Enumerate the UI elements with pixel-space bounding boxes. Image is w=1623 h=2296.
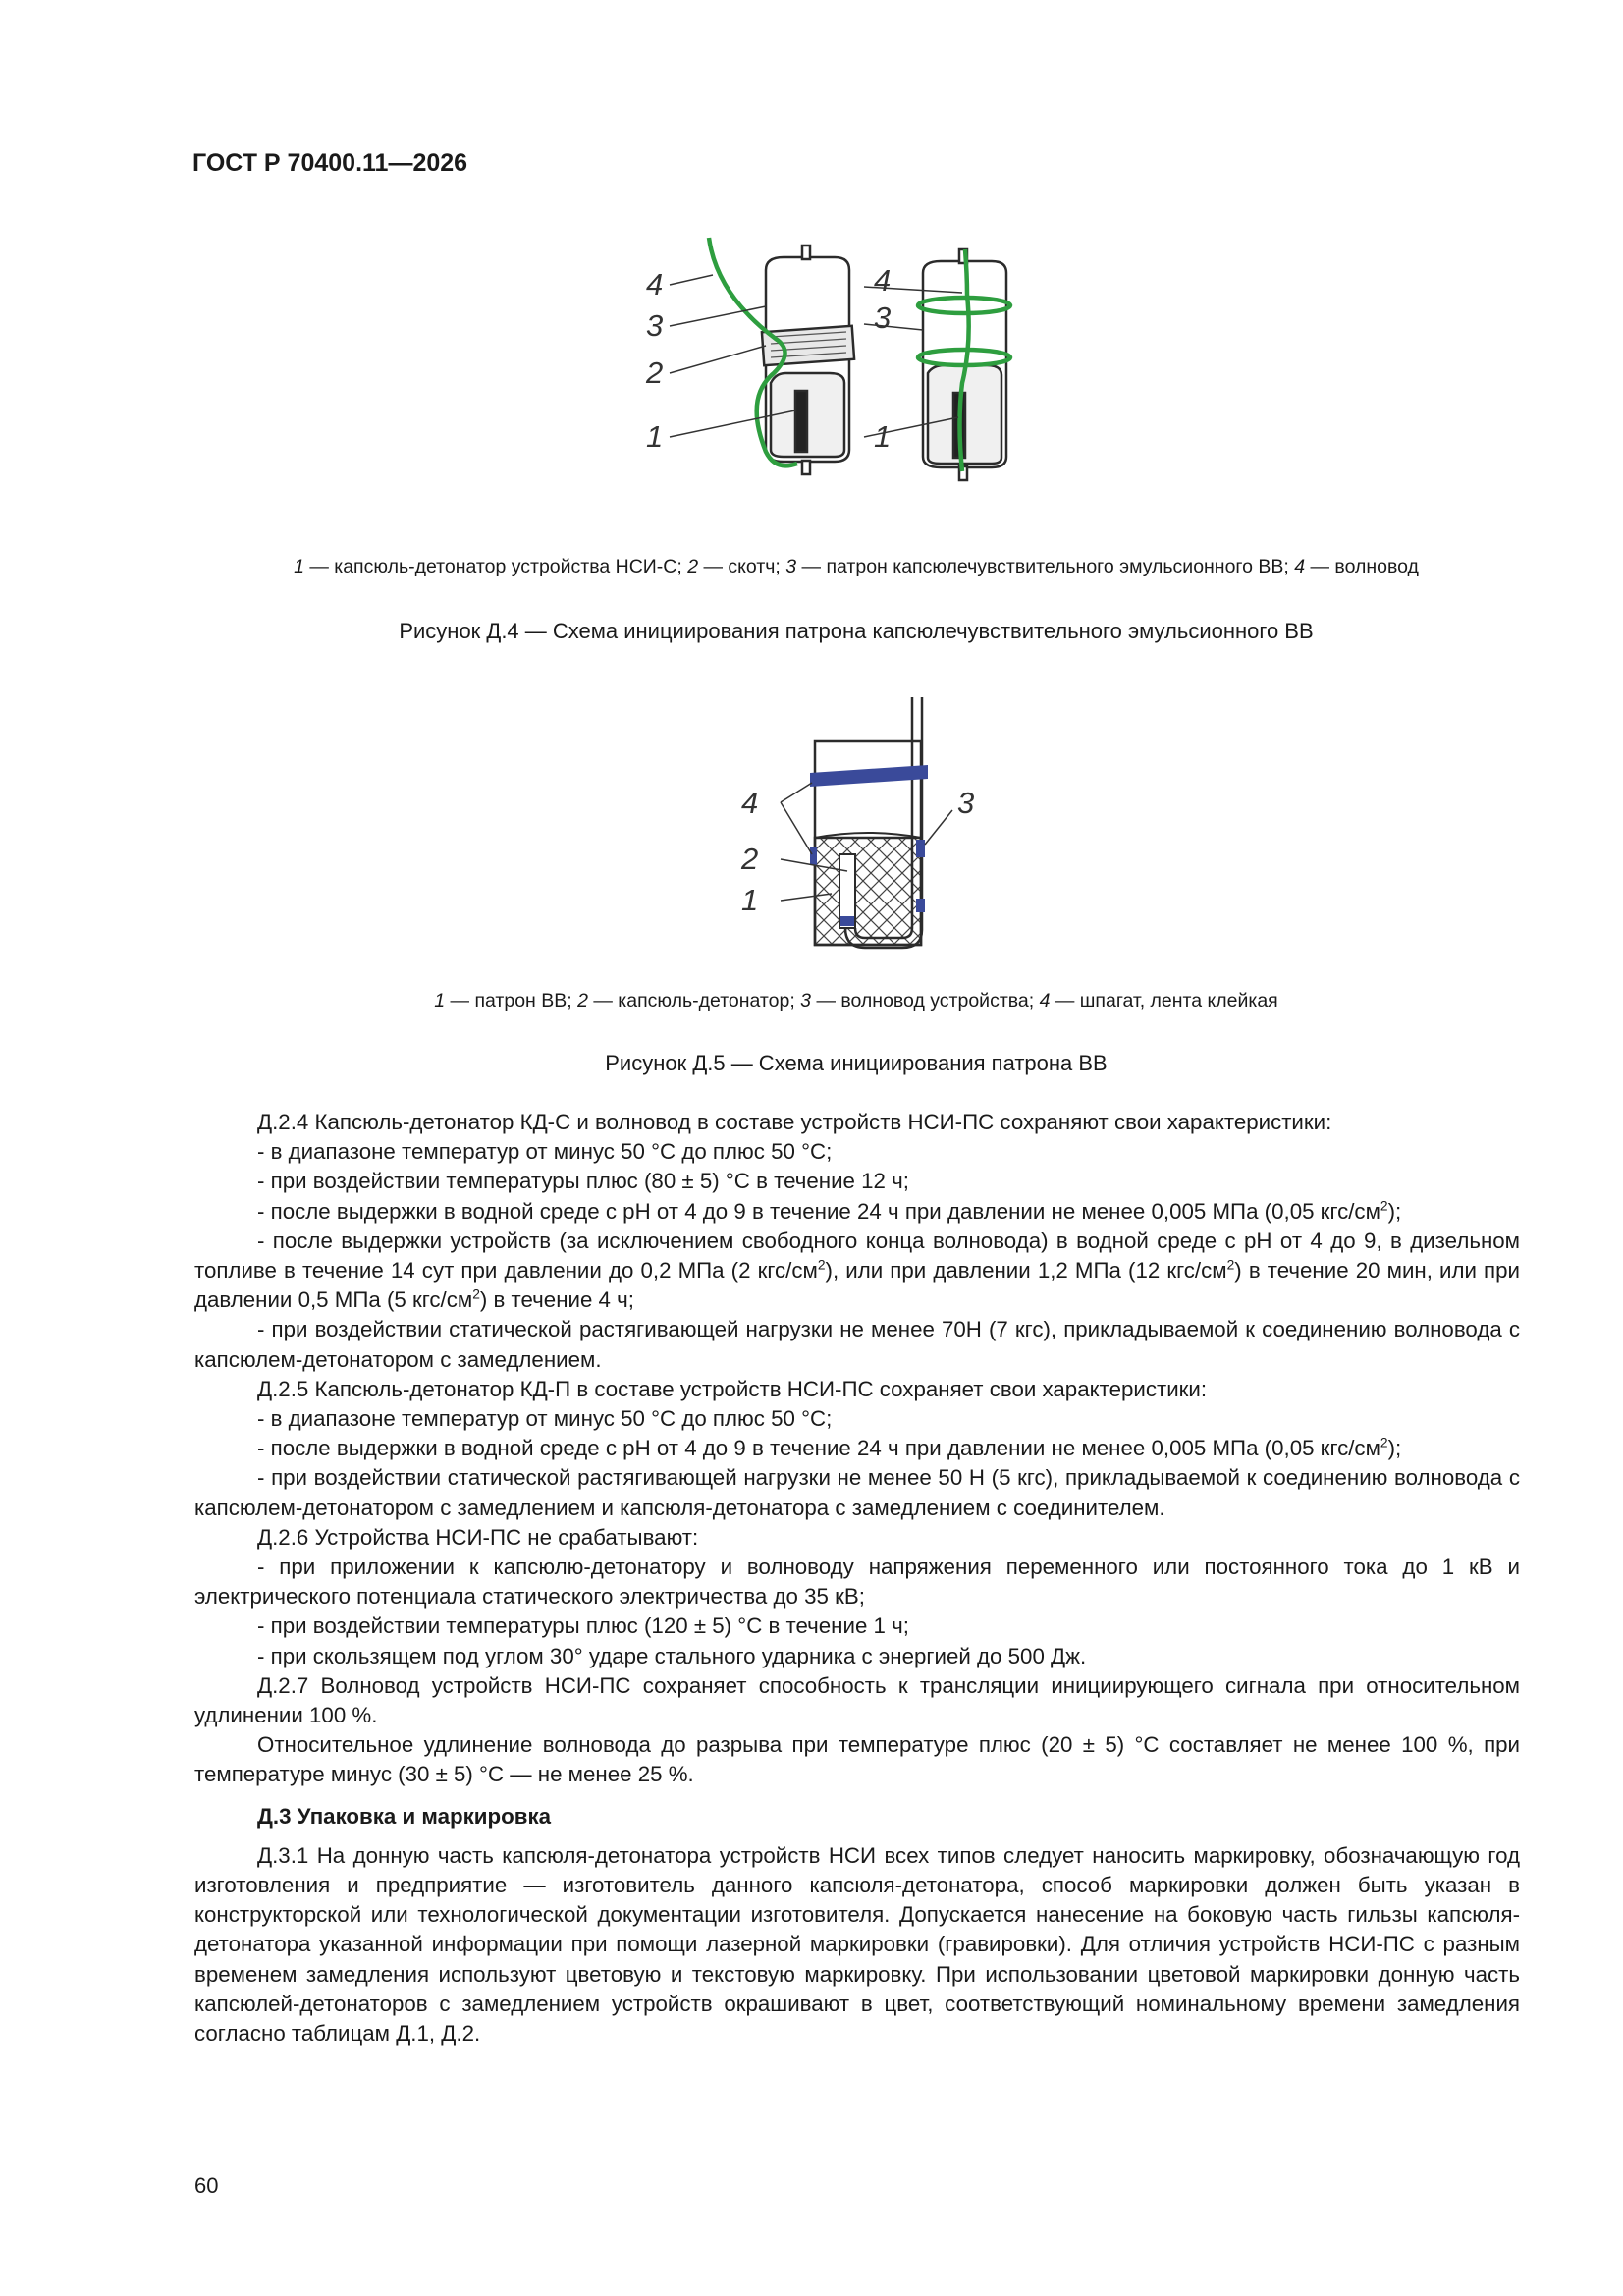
figure-d5-diagram: [722, 692, 1016, 957]
d25-item-2-sup: 2: [1380, 1434, 1388, 1450]
d24-item-4-sup-2: 2: [1226, 1256, 1235, 1273]
d24-item-3-text: - после выдержки в водной среде с pH от 4 до 9 в течение 24 ч при давлении не менее 0,005 МПа (0,05 кгс/см: [257, 1198, 1380, 1224]
page-number: 60: [194, 2173, 219, 2198]
d25-item-2: [194, 1434, 1520, 1463]
d24-item-3-end: );: [1387, 1198, 1402, 1224]
d24-item-4-text-b: ), или при давлении 1,2 МПа (12 кгс/см: [825, 1258, 1227, 1284]
d5-label-2: 2: [741, 842, 759, 876]
d25-item-1: - в диапазоне температур от минус 50 °С до плюс 50 °С;: [257, 1406, 833, 1432]
d5-legend-text-1: — патрон ВВ;: [445, 990, 578, 1011]
d24-item-4-text-c: ) в течение 20 мин, или при давлении 0,5 МПа (5 кгс/см: [194, 1258, 1520, 1313]
d4-legend-num-3: 3: [785, 556, 797, 577]
d26-intro: Д.2.6 Устройства НСИ-ПС не срабатывают:: [257, 1524, 699, 1550]
d4-right-label-3: 3: [874, 301, 892, 335]
d4-legend-text-4: — волновод: [1305, 556, 1419, 577]
d24-item-5: - при воздействии статической растягивающей нагрузки не менее 70Н (7 кгс), прикладываемой к соединению волновода с капсюлем-детонатором с замедлением.: [194, 1317, 1520, 1372]
d5-detonator: [839, 854, 855, 928]
d25-item-2-end: );: [1387, 1436, 1402, 1461]
section-d3-heading: Д.3 Упаковка и маркировка: [257, 1803, 552, 1829]
d27-paragraph-1: Д.2.7 Волновод устройств НСИ-ПС сохраняет способность к трансляции инициирующего сигнала при относительном удлинении 100 %.: [194, 1672, 1520, 1728]
d26-item-3: - при скользящем под углом 30° ударе стального ударника с энергией до 500 Дж.: [257, 1643, 1087, 1668]
d4-legend-num-4: 4: [1294, 556, 1306, 577]
d4-left-label-4: 4: [646, 267, 664, 301]
d5-legend-num-3: 3: [800, 990, 812, 1011]
d5-label-3: 3: [957, 786, 975, 820]
figure-d5-legend: [192, 990, 1520, 1012]
d4-right-label-1: 1: [874, 419, 892, 454]
d24-item-3-sup: 2: [1380, 1197, 1388, 1214]
d5-label-4: 4: [741, 786, 759, 820]
figure-d4-legend: [192, 556, 1520, 578]
d24-item-4-sup-3: 2: [472, 1285, 480, 1302]
d4-left-cartridge: [762, 246, 854, 474]
d4-left-label-1: 1: [646, 419, 664, 454]
d5-label-1: 1: [741, 883, 759, 917]
figure-d4-diagram: [628, 236, 1060, 501]
d24-intro: Д.2.4 Капсюль-детонатор КД-С и волновод в составе устройств НСИ-ПС сохраняют свои характеристики:: [257, 1110, 1332, 1134]
d5-legend-num-2: 2: [577, 990, 588, 1011]
d24-item-3: [194, 1197, 1520, 1227]
d24-item-1: - в диапазоне температур от минус 50 °С до плюс 50 °С;: [257, 1139, 833, 1165]
d5-legend-text-4: — шпагат, лента клейкая: [1050, 990, 1278, 1011]
d4-right-label-4: 4: [874, 263, 892, 298]
d26-item-1: - при приложении к капсюлю-детонатору и волноводу напряжения переменного или постоянного тока до 1 кВ и электрического потенциала статического электричества до 35 кВ;: [194, 1555, 1520, 1610]
d26-item-2: - при воздействии температуры плюс (120 ± 5) °С в течение 1 ч;: [257, 1613, 909, 1639]
d27-paragraph-2: Относительное удлинение волновода до разрыва при температуре плюс (20 ± 5) °С составляет не менее 100 %, при температуре минус (30 ± 5) °С — не менее 25 %.: [194, 1732, 1520, 1787]
d4-legend-text-3: — патрон капсюлечувствительного эмульсионного ВВ;: [796, 556, 1295, 577]
d25-item-3: - при воздействии статической растягивающей нагрузки не менее 50 Н (5 кгс), прикладываемой к соединению волновода с капсюлем-детонатором с замедлением и капсюля-детонатора с замедлением с соединителем.: [194, 1465, 1520, 1520]
figure-d4-title: Рисунок Д.4 — Схема инициирования патрона капсюлечувствительного эмульсионного ВВ: [399, 619, 1314, 643]
d24-item-4-text-a: - после выдержки устройств (за исключением свободного конца волновода) в водной среде с pH от 4 до 9, в дизельном топливе в течение 14 сут при давлении до 0,2 МПа (2 кгс/см: [194, 1228, 1520, 1284]
d24-item-2: - при воздействии температуры плюс (80 ± 5) °С в течение 12 ч;: [257, 1169, 909, 1194]
d24-item-4: [194, 1227, 1520, 1316]
d24-item-4-sup-1: 2: [817, 1256, 826, 1273]
d4-legend-text-2: — скотч;: [698, 556, 786, 577]
d4-legend-num-1: 1: [294, 556, 304, 577]
d5-legend-text-3: — волновод устройства;: [811, 990, 1040, 1011]
d25-item-2-text: - после выдержки в водной среде с pH от 4 до 9 в течение 24 ч при давлении не менее 0,005 МПа (0,05 кгс/см: [257, 1436, 1380, 1461]
d4-left-label-3: 3: [646, 308, 664, 343]
d5-legend-text-2: — капсюль-детонатор;: [587, 990, 801, 1011]
figure-d5-title: Рисунок Д.5 — Схема инициирования патрона ВВ: [605, 1051, 1108, 1075]
d5-legend-num-4: 4: [1039, 990, 1051, 1011]
d4-legend-text-1: — капсюль-детонатор устройства НСИ-С;: [303, 556, 688, 577]
d25-intro: Д.2.5 Капсюль-детонатор КД-П в составе устройств НСИ-ПС сохраняет свои характеристики:: [257, 1376, 1208, 1401]
d31-paragraph: Д.3.1 На донную часть капсюля-детонатора устройств НСИ всех типов следует наносить маркировку, обозначающую год изготовления и предприятие — изготовитель данного капсюля-детонатора, способ маркировки должен быть указан в конструкторской или технологической документации изготовителя. Допускается нанесение на боковую часть гильзы капсюля-детонатора указанной информации при помощи лазерной маркировки (гравировки). Для отличия устройств НСИ-ПС с разным временем замедления используют цветовую и текстовую маркировку. При использовании цветовой маркировки донную часть капсюлей-детонаторов с замедлением устройств окрашивают в цвет, соответствующий номинальному времени замедления согласно таблицам Д.1, Д.2.: [194, 1842, 1520, 2047]
figure-d4-svg: [628, 236, 1060, 501]
figure-d5-svg: [722, 692, 1016, 957]
d4-legend-num-2: 2: [687, 556, 699, 577]
body-text: [194, 1108, 1520, 2049]
d24-item-4-text-d: ) в течение 4 ч;: [479, 1287, 634, 1313]
d5-legend-num-1: 1: [434, 990, 446, 1011]
d4-left-label-2: 2: [646, 355, 664, 390]
document-header-title: ГОСТ Р 70400.11—2026: [192, 149, 468, 177]
